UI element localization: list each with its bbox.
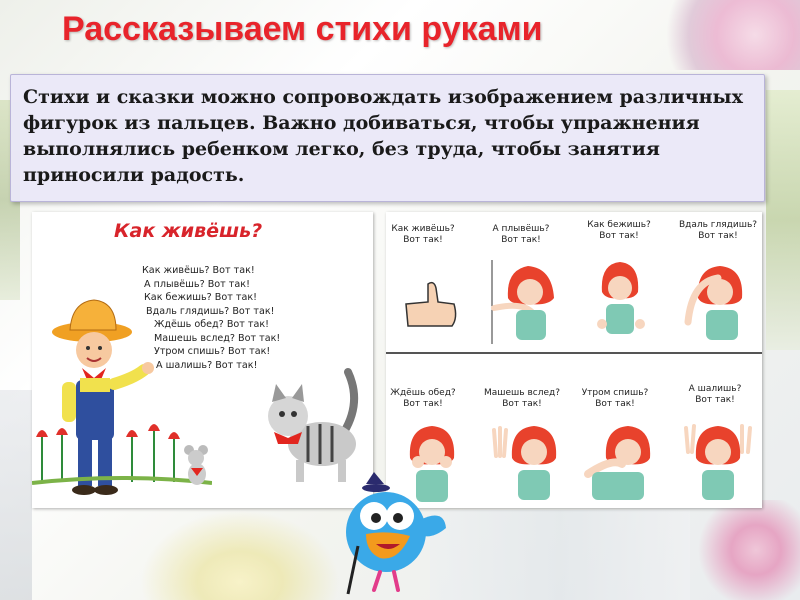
poem-illustration-panel — [32, 212, 373, 508]
flower-tile-top-right — [650, 0, 800, 70]
grey-tile-bottom-mid — [430, 510, 690, 600]
poem-title: Как живёшь? — [114, 220, 263, 242]
poem-line: Как бежишь? Вот так! — [144, 292, 258, 303]
gesture-answer: Вот так! — [403, 235, 443, 245]
waving-girl-illustration — [490, 416, 566, 506]
gesture-answer: Вот так! — [695, 395, 735, 405]
gesture-answer: Вот так! — [502, 399, 542, 409]
poem-line: Как живёшь? Вот так! — [142, 265, 255, 276]
gestures-panel — [386, 212, 762, 508]
gesture-caption — [388, 224, 458, 246]
gesture-answer: Вот так! — [403, 399, 443, 409]
gesture-question: Машешь вслед? — [484, 388, 560, 398]
gesture-question: Как живёшь? — [391, 224, 455, 234]
gesture-answer: Вот так! — [698, 231, 738, 241]
gesture-caption — [484, 388, 560, 410]
poem-lines — [142, 264, 280, 372]
gesture-question: Вдаль глядишь? — [678, 220, 758, 230]
gesture-caption — [388, 388, 458, 410]
gesture-caption — [580, 388, 650, 410]
naughty-girl-illustration — [680, 412, 756, 506]
flower-tile-bottom-left — [140, 510, 340, 600]
poem-line: Машешь вслед? Вот так! — [154, 332, 281, 344]
cartoon-bird-illustration — [336, 470, 452, 598]
swimming-girl-illustration — [482, 252, 566, 348]
gesture-caption — [584, 220, 654, 242]
grey-tile-left — [0, 390, 32, 600]
flower-tile-bottom-right — [690, 500, 800, 600]
gesture-caption — [678, 220, 758, 242]
poem-line: А шалишь? Вот так! — [156, 359, 258, 371]
thumb-up-hand-illustration — [398, 278, 460, 334]
poem-line: Утром спишь? Вот так! — [154, 346, 271, 357]
poem-line: А плывёшь? Вот так! — [144, 278, 250, 290]
gesture-answer: Вот так! — [501, 235, 541, 245]
slide-title: Рассказываем стихи руками — [62, 10, 543, 48]
leaf-tile-right — [766, 90, 800, 350]
gesture-answer: Вот так! — [595, 399, 635, 409]
poem-line: Ждёшь обед? Вот так! — [154, 319, 270, 330]
intro-paragraph: Стихи и сказки можно сопровождать изображением различных фигурок из пальцев. Важно добиваться, чтобы упражнения выполнялись ребенком легко, без труда, чтобы занятия приносили радость. — [23, 86, 743, 186]
looking-far-girl-illustration — [678, 252, 758, 348]
gesture-question: А плывёшь? — [492, 224, 550, 234]
gesture-question: Ждёшь обед? — [390, 388, 456, 398]
gesture-question: Утром спишь? — [581, 388, 649, 398]
poem-line: Вдаль глядишь? Вот так! — [146, 305, 275, 317]
running-girl-illustration — [590, 252, 650, 348]
row-divider — [386, 352, 762, 354]
gesture-question: А шалишь? — [688, 384, 742, 394]
gesture-caption — [486, 224, 556, 246]
gesture-answer: Вот так! — [599, 231, 639, 241]
gesture-caption — [680, 384, 750, 406]
mouse-illustration — [177, 442, 217, 492]
text-box — [10, 74, 765, 202]
gesture-question: Как бежишь? — [587, 220, 651, 230]
sleeping-girl-illustration — [582, 418, 662, 508]
